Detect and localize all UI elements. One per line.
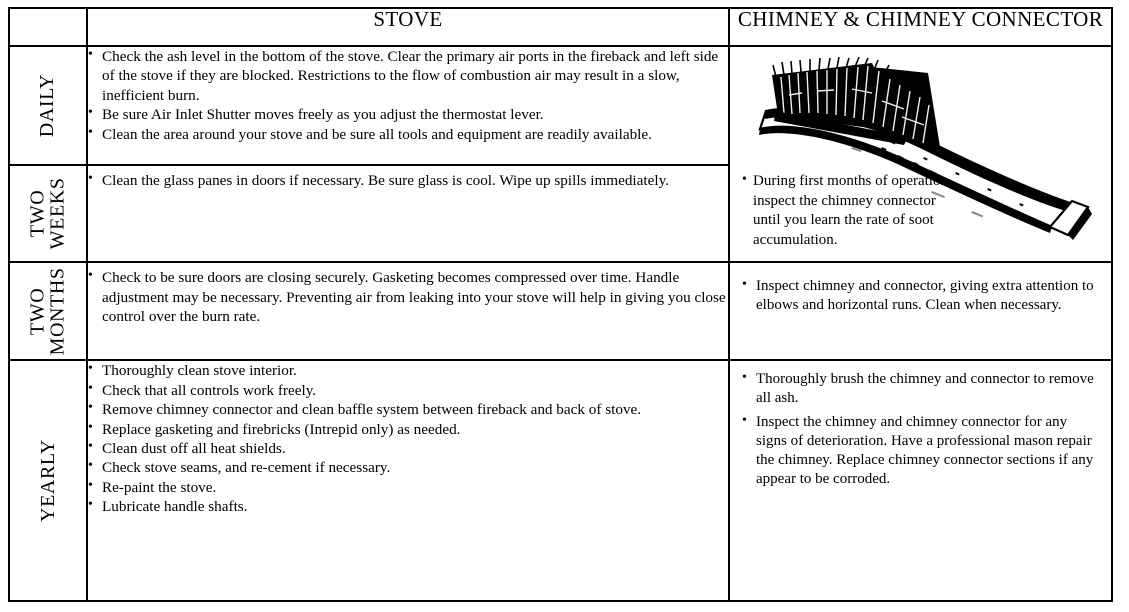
period-label-two-weeks <box>28 178 69 250</box>
period-label-line: MONTHS <box>47 267 69 356</box>
period-label-two-months-cell <box>9 262 87 360</box>
list-item: • Lubricate handle shafts. <box>88 497 728 516</box>
list-item: • Check stove seams, and re-cement if necessary. <box>88 458 728 477</box>
period-label-line: WEEKS <box>46 177 69 250</box>
bullet-list <box>742 172 957 250</box>
table-header-row <box>9 8 1112 46</box>
list-item: • Be sure Air Inlet Shutter moves freely as you adjust the thermostat lever. <box>88 105 728 124</box>
period-label-yearly-cell <box>9 360 87 601</box>
bullet-list <box>742 277 1098 315</box>
chimney-tasks-yearly <box>729 360 1112 601</box>
chimney-tasks-two-months <box>729 262 1112 360</box>
stove-tasks-yearly <box>87 360 729 601</box>
list-item: • Replace gasketing and firebricks (Intrepid only) as needed. <box>88 420 728 439</box>
bullet-list <box>88 171 728 190</box>
stove-tasks-two-months <box>87 262 729 360</box>
bullet-list <box>88 47 728 144</box>
stove-tasks-two-weeks <box>87 165 729 262</box>
list-item: • Inspect the chimney and chimney connector for any signs of deterioration. Have a professional mason repair the chimney. Replace chimney connector sections if any appear to be corroded. <box>742 413 1098 490</box>
period-label-daily: DAILY <box>36 73 59 138</box>
list-item: • Check the ash level in the bottom of the stove. Clear the primary air ports in the fireback and left side of the stove if they are blocked. Restrictions to the flow of combustion air may result in a slow, inefficient burn. <box>88 47 728 105</box>
list-item: • Check that all controls work freely. <box>88 381 728 400</box>
list-item: • Clean the glass panes in doors if necessary. Be sure glass is cool. Wipe up spills immediately. <box>88 171 728 190</box>
chimney-illustration-caption <box>742 172 957 251</box>
period-label-two-months <box>28 267 69 355</box>
header-chimney-and-chimney-connector: CHIMNEY & CHIMNEY CONNECTOR <box>729 8 1112 46</box>
bullet-list <box>742 370 1098 489</box>
list-item: • Thoroughly clean stove interior. <box>88 361 728 380</box>
list-item: • Thoroughly brush the chimney and connector to remove all ash. <box>742 370 1098 408</box>
list-item: • Inspect chimney and connector, giving extra attention to elbows and horizontal runs. Clean when necessary. <box>742 277 1098 315</box>
chimney-illustration-cell <box>729 46 1112 262</box>
table-row-yearly <box>9 360 1112 601</box>
list-item: • Clean the area around your stove and be sure all tools and equipment are readily available. <box>88 125 728 144</box>
header-period-blank <box>9 8 87 46</box>
period-label-yearly: YEARLY <box>36 439 59 522</box>
list-item: • Remove chimney connector and clean baffle system between fireback and back of stove. <box>88 400 728 419</box>
period-label-line: TWO <box>26 190 49 238</box>
period-label-daily-cell <box>9 46 87 165</box>
bullet-list <box>88 268 728 326</box>
stove-tasks-daily <box>87 46 729 165</box>
period-label-two-weeks-cell <box>9 165 87 262</box>
table-row-daily <box>9 46 1112 165</box>
maintenance-schedule-table <box>8 7 1113 602</box>
period-label-line: TWO <box>26 287 49 335</box>
bullet-list <box>88 361 728 517</box>
list-item: • During first months of operation inspect the chimney connector until you learn the rate of soot accumulation. <box>742 172 957 250</box>
list-item: • Clean dust off all heat shields. <box>88 439 728 458</box>
list-item: • Re-paint the stove. <box>88 478 728 497</box>
header-stove: STOVE <box>87 8 729 46</box>
table-row-two-months <box>9 262 1112 360</box>
list-item: • Check to be sure doors are closing securely. Gasketing becomes compressed over time. Handle adjustment may be necessary. Preventing air from leaking into your stove will help in giving you close control over the burn rate. <box>88 268 728 326</box>
